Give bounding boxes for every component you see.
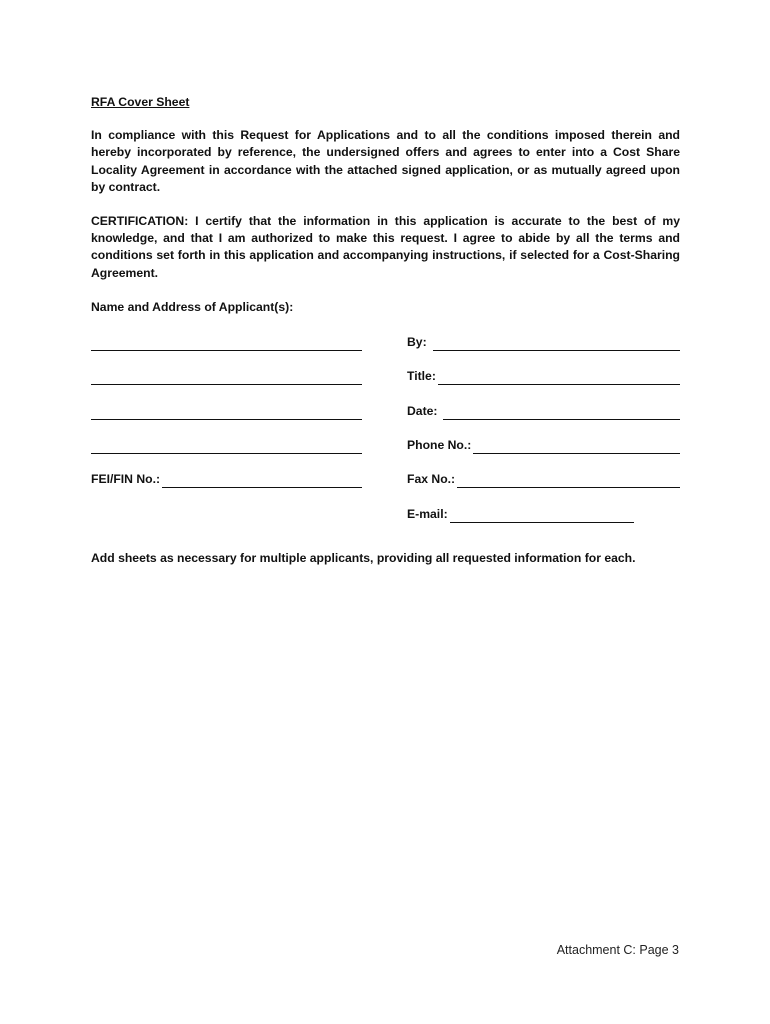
by-field[interactable] xyxy=(407,333,680,351)
certification-paragraph: CERTIFICATION: I certify that the information in this application is accurate to the best of my knowledge, and that I am authorized to make this request. I agree to abide by all the terms and conditions set forth in this application and accompanying instructions, if selected for a Cost-Sharing Agreement. xyxy=(91,214,680,280)
fei-fin-label: FEI/FIN No.: xyxy=(91,471,161,486)
applicant-address-field-2[interactable] xyxy=(91,402,362,420)
form-row xyxy=(91,470,680,488)
form-row xyxy=(91,436,680,454)
form-row xyxy=(91,402,680,420)
applicant-form xyxy=(91,333,680,533)
multiple-applicants-note: Add sheets as necessary for multiple applicants, providing all requested information for each. xyxy=(91,551,636,566)
applicant-address-field-3[interactable] xyxy=(91,436,362,454)
applicant-label: Name and Address of Applicant(s): xyxy=(91,299,294,314)
date-label: Date: xyxy=(407,403,438,418)
page-title: RFA Cover Sheet xyxy=(91,95,190,109)
form-row xyxy=(91,505,680,523)
fei-fin-line[interactable] xyxy=(162,473,362,488)
applicant-address-line[interactable] xyxy=(91,439,362,454)
email-line[interactable] xyxy=(450,508,634,523)
phone-label: Phone No.: xyxy=(407,437,472,452)
fax-label: Fax No.: xyxy=(407,471,456,486)
applicant-name-line[interactable] xyxy=(91,336,362,351)
email-field[interactable] xyxy=(407,505,634,523)
date-line[interactable] xyxy=(443,405,680,420)
fax-field[interactable] xyxy=(407,470,680,488)
applicant-address-field-1[interactable] xyxy=(91,367,362,385)
date-field[interactable] xyxy=(407,402,680,420)
phone-field[interactable] xyxy=(407,436,680,454)
form-row xyxy=(91,367,680,385)
title-label: Title: xyxy=(407,368,436,383)
fei-fin-field[interactable] xyxy=(91,470,362,488)
compliance-paragraph: In compliance with this Request for Applications and to all the conditions imposed therein and hereby incorporated by reference, the undersigned offers and agrees to enter into a Cost Share Locality Agreement in accordance with the attached signed application, or as mutually agreed upon by contract. xyxy=(91,128,680,194)
applicant-address-line[interactable] xyxy=(91,370,362,385)
by-line[interactable] xyxy=(433,336,680,351)
title-line[interactable] xyxy=(438,370,680,385)
applicant-name-field[interactable] xyxy=(91,333,362,351)
title-field[interactable] xyxy=(407,367,680,385)
email-label: E-mail: xyxy=(407,506,448,521)
applicant-address-line[interactable] xyxy=(91,405,362,420)
document-body xyxy=(91,94,680,584)
form-row xyxy=(91,333,680,351)
fax-line[interactable] xyxy=(457,473,680,488)
by-label: By: xyxy=(407,334,427,349)
page-footer: Attachment C: Page 3 xyxy=(556,943,679,957)
phone-line[interactable] xyxy=(473,439,680,454)
